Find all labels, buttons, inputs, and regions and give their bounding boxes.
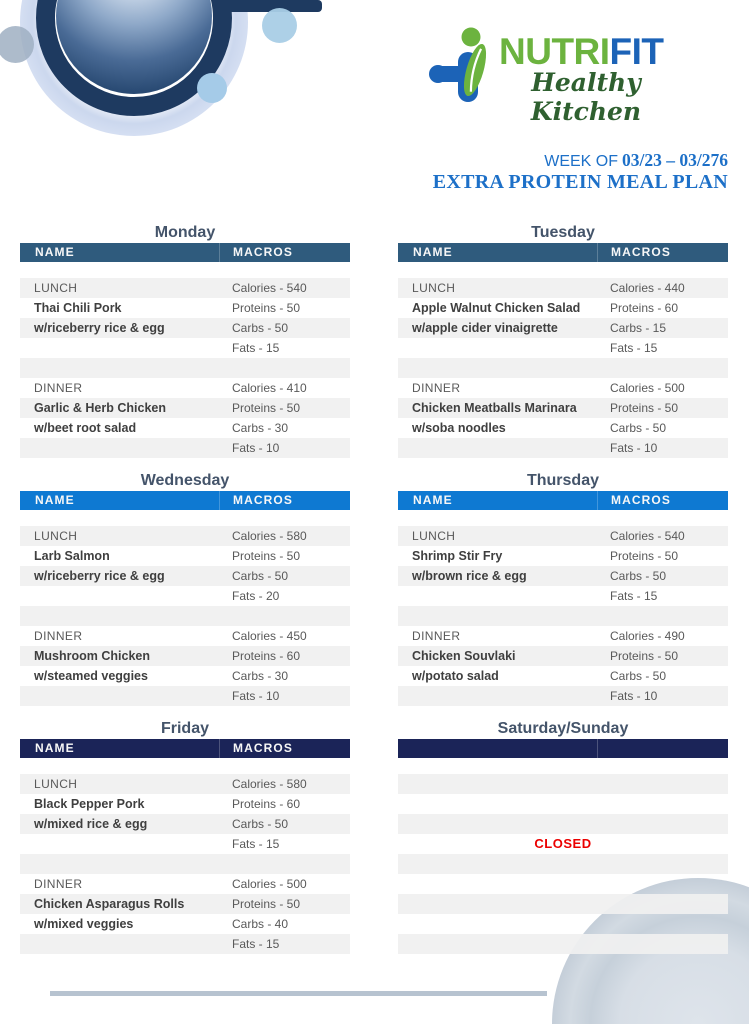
table-row (20, 934, 350, 954)
macros-cell: Calories - 500 (232, 877, 307, 891)
table-row (20, 686, 350, 706)
table-row (398, 646, 728, 666)
brand-fit: FIT (609, 31, 664, 72)
table-spacer (20, 758, 350, 774)
table-row (20, 914, 350, 934)
name-cell: Thai Chili Pork (34, 301, 122, 315)
week-of-line (544, 150, 728, 171)
name-cell (398, 686, 597, 706)
name-cell (20, 338, 219, 358)
name-cell: w/beet root salad (34, 421, 137, 435)
table-row (20, 298, 350, 318)
name-cell: Larb Salmon (34, 549, 110, 563)
table-row (20, 586, 350, 606)
table-header-row (398, 243, 728, 262)
day-section-monday (20, 222, 350, 458)
name-cell: DINNER (412, 381, 461, 395)
table-row (398, 398, 728, 418)
table-spacer (398, 758, 728, 774)
table-row (20, 338, 350, 358)
name-cell (398, 854, 597, 874)
macros-cell (597, 914, 728, 934)
column-header-macros: MACROS (219, 739, 350, 758)
macros-cell: Fats - 20 (232, 589, 280, 603)
name-cell (20, 854, 219, 874)
name-cell: Chicken Meatballs Marinara (412, 401, 577, 415)
column-header-name: NAME (413, 245, 453, 259)
name-cell (20, 606, 219, 626)
name-cell: w/apple cider vinaigrette (412, 321, 558, 335)
table-header-row (398, 739, 728, 758)
macros-cell: Calories - 580 (232, 777, 307, 791)
table-row (398, 358, 728, 378)
table-row (398, 626, 728, 646)
column-header-macros: MACROS (597, 243, 728, 262)
table-row (20, 814, 350, 834)
name-cell: LUNCH (34, 777, 78, 791)
name-cell: DINNER (34, 629, 83, 643)
name-cell (398, 606, 597, 626)
macros-cell: Proteins - 50 (232, 897, 301, 911)
table-row (398, 854, 728, 874)
macros-cell: Carbs - 50 (232, 569, 289, 583)
table-row (398, 814, 728, 834)
table-row (398, 586, 728, 606)
day-title: Friday (160, 720, 209, 737)
name-cell (20, 834, 219, 854)
table-row (398, 794, 728, 814)
table-row (20, 794, 350, 814)
name-cell: LUNCH (412, 529, 456, 543)
day-section-tuesday (398, 222, 728, 458)
column-header-macros: MACROS (219, 243, 350, 262)
macros-cell: Fats - 15 (232, 937, 280, 951)
name-cell (398, 338, 597, 358)
name-cell (398, 874, 597, 894)
name-cell (398, 586, 597, 606)
macros-cell: Proteins - 60 (610, 301, 679, 315)
name-cell: w/riceberry rice & egg (34, 569, 165, 583)
name-cell (20, 686, 219, 706)
macros-cell: Carbs - 50 (610, 569, 667, 583)
name-cell: w/brown rice & egg (412, 569, 527, 583)
table-row (20, 418, 350, 438)
name-cell (398, 438, 597, 458)
table-row (20, 646, 350, 666)
column-header-name: NAME (35, 493, 75, 507)
table-row (398, 438, 728, 458)
macros-cell (219, 606, 350, 626)
table-row (20, 278, 350, 298)
macros-cell: Fats - 10 (610, 689, 658, 703)
macros-cell (597, 854, 728, 874)
table-row (20, 894, 350, 914)
day-section-friday (20, 718, 350, 954)
column-header-macros (597, 739, 728, 758)
plan-title: EXTRA PROTEIN MEAL PLAN (432, 171, 728, 193)
table-row (20, 854, 350, 874)
day-title: Tuesday (531, 224, 595, 241)
name-cell: DINNER (412, 629, 461, 643)
table-row (20, 546, 350, 566)
table-row (20, 834, 350, 854)
macros-cell: Calories - 580 (232, 529, 307, 543)
macros-cell (597, 894, 728, 914)
name-cell: w/soba noodles (412, 421, 506, 435)
table-header-row (20, 243, 350, 262)
name-cell: LUNCH (412, 281, 456, 295)
column-header-macros: MACROS (597, 491, 728, 510)
table-row (20, 626, 350, 646)
macros-cell (597, 814, 728, 834)
macros-cell: Proteins - 60 (232, 649, 301, 663)
table-row (398, 834, 728, 854)
table-spacer (398, 262, 728, 278)
name-cell: DINNER (34, 381, 83, 395)
table-header-row (398, 491, 728, 510)
table-spacer (398, 510, 728, 526)
name-cell (398, 814, 597, 834)
column-header-name (398, 739, 597, 758)
name-cell (398, 358, 597, 378)
macros-cell: Calories - 540 (232, 281, 307, 295)
macros-cell: Proteins - 50 (610, 401, 679, 415)
table-row (398, 338, 728, 358)
name-cell (20, 358, 219, 378)
macros-cell (597, 934, 728, 954)
macros-cell: Fats - 15 (232, 341, 280, 355)
macros-cell: Proteins - 60 (232, 797, 301, 811)
table-row (398, 418, 728, 438)
macros-cell: Fats - 10 (232, 689, 280, 703)
macros-cell: Proteins - 50 (232, 301, 301, 315)
day-title: Wednesday (140, 472, 230, 489)
blue-dot-decoration (262, 8, 297, 43)
week-of-label: WEEK OF (544, 153, 619, 170)
column-header-name: NAME (35, 245, 75, 259)
table-header-row (20, 739, 350, 758)
name-cell: LUNCH (34, 281, 78, 295)
table-row (20, 566, 350, 586)
brand-wordmark (499, 33, 664, 70)
name-cell: Shrimp Stir Fry (412, 549, 503, 563)
name-cell: Black Pepper Pork (34, 797, 145, 811)
brand-nutri: NUTRI (499, 31, 610, 72)
name-cell (398, 914, 597, 934)
macros-cell: Carbs - 50 (232, 817, 289, 831)
table-row (398, 894, 728, 914)
name-cell: DINNER (34, 877, 83, 891)
macros-cell: Fats - 15 (610, 341, 658, 355)
name-cell: Garlic & Herb Chicken (34, 401, 166, 415)
blue-dot-decoration (197, 73, 227, 103)
table-header-row (20, 491, 350, 510)
table-row (20, 606, 350, 626)
name-cell: Chicken Souvlaki (412, 649, 516, 663)
day-section-thursday (398, 470, 728, 706)
name-cell (398, 894, 597, 914)
macros-cell: Fats - 10 (232, 441, 280, 455)
name-cell: w/mixed rice & egg (34, 817, 148, 831)
table-row (20, 358, 350, 378)
table-row (398, 874, 728, 894)
macros-cell (219, 358, 350, 378)
macros-cell (597, 358, 728, 378)
table-row (398, 546, 728, 566)
column-header-name: NAME (413, 493, 453, 507)
macros-cell (219, 854, 350, 874)
day-section-saturday-sunday (398, 718, 728, 954)
day-section-wednesday (20, 470, 350, 706)
macros-cell: Carbs - 30 (232, 669, 289, 683)
macros-cell: Calories - 490 (610, 629, 685, 643)
closed-status: CLOSED (534, 836, 592, 851)
table-row (398, 686, 728, 706)
table-row (20, 526, 350, 546)
brand-tagline: Healthy Kitchen (530, 68, 642, 126)
macros-cell: Carbs - 50 (610, 421, 667, 435)
name-cell: Mushroom Chicken (34, 649, 150, 663)
day-title: Saturday/Sunday (497, 720, 629, 737)
macros-cell (597, 874, 728, 894)
macros-cell: Carbs - 50 (232, 321, 289, 335)
macros-cell: Calories - 410 (232, 381, 307, 395)
name-cell (398, 934, 597, 954)
column-header-name: NAME (35, 741, 75, 755)
macros-cell: Proteins - 50 (232, 549, 301, 563)
macros-cell: Fats - 10 (610, 441, 658, 455)
day-title: Thursday (526, 472, 599, 489)
macros-cell: Carbs - 30 (232, 421, 289, 435)
macros-cell: Proteins - 50 (610, 649, 679, 663)
macros-cell: Carbs - 15 (610, 321, 667, 335)
macros-cell: Proteins - 50 (610, 549, 679, 563)
table-row (20, 438, 350, 458)
week-dates: 03/23 – 03/276 (622, 150, 728, 170)
table-row (20, 774, 350, 794)
name-cell: Apple Walnut Chicken Salad (412, 301, 581, 315)
table-row (398, 318, 728, 338)
name-cell (398, 774, 597, 794)
table-spacer (20, 262, 350, 278)
table-row (20, 666, 350, 686)
day-title: Monday (154, 224, 216, 241)
table-row (20, 398, 350, 418)
name-cell: w/mixed veggies (34, 917, 134, 931)
macros-cell (597, 774, 728, 794)
macros-cell: Calories - 450 (232, 629, 307, 643)
macros-cell (597, 794, 728, 814)
table-row (398, 278, 728, 298)
macros-cell: Calories - 540 (610, 529, 685, 543)
macros-cell: Calories - 440 (610, 281, 685, 295)
table-row (398, 606, 728, 626)
table-row (398, 934, 728, 954)
name-cell (398, 794, 597, 814)
name-cell: Chicken Asparagus Rolls (34, 897, 185, 911)
macros-cell: Carbs - 50 (610, 669, 667, 683)
name-cell (20, 438, 219, 458)
table-row (398, 914, 728, 934)
name-cell: w/riceberry rice & egg (34, 321, 165, 335)
name-cell: w/steamed veggies (34, 669, 148, 683)
table-row (20, 874, 350, 894)
table-row (398, 666, 728, 686)
name-cell (20, 934, 219, 954)
macros-cell: Fats - 15 (232, 837, 280, 851)
table-row (20, 318, 350, 338)
column-header-macros: MACROS (219, 491, 350, 510)
name-cell (20, 586, 219, 606)
name-cell: w/potato salad (412, 669, 499, 683)
weekly-meal-grid (20, 222, 728, 954)
name-cell: LUNCH (34, 529, 78, 543)
bottom-line-decoration (50, 991, 547, 996)
table-row (20, 378, 350, 398)
macros-cell (597, 606, 728, 626)
table-row (398, 526, 728, 546)
table-row (398, 566, 728, 586)
table-row (398, 774, 728, 794)
macros-cell: Carbs - 40 (232, 917, 289, 931)
table-row (398, 298, 728, 318)
macros-cell: Calories - 500 (610, 381, 685, 395)
macros-cell: Proteins - 50 (232, 401, 301, 415)
macros-cell: Fats - 15 (610, 589, 658, 603)
table-row (398, 378, 728, 398)
table-spacer (20, 510, 350, 526)
